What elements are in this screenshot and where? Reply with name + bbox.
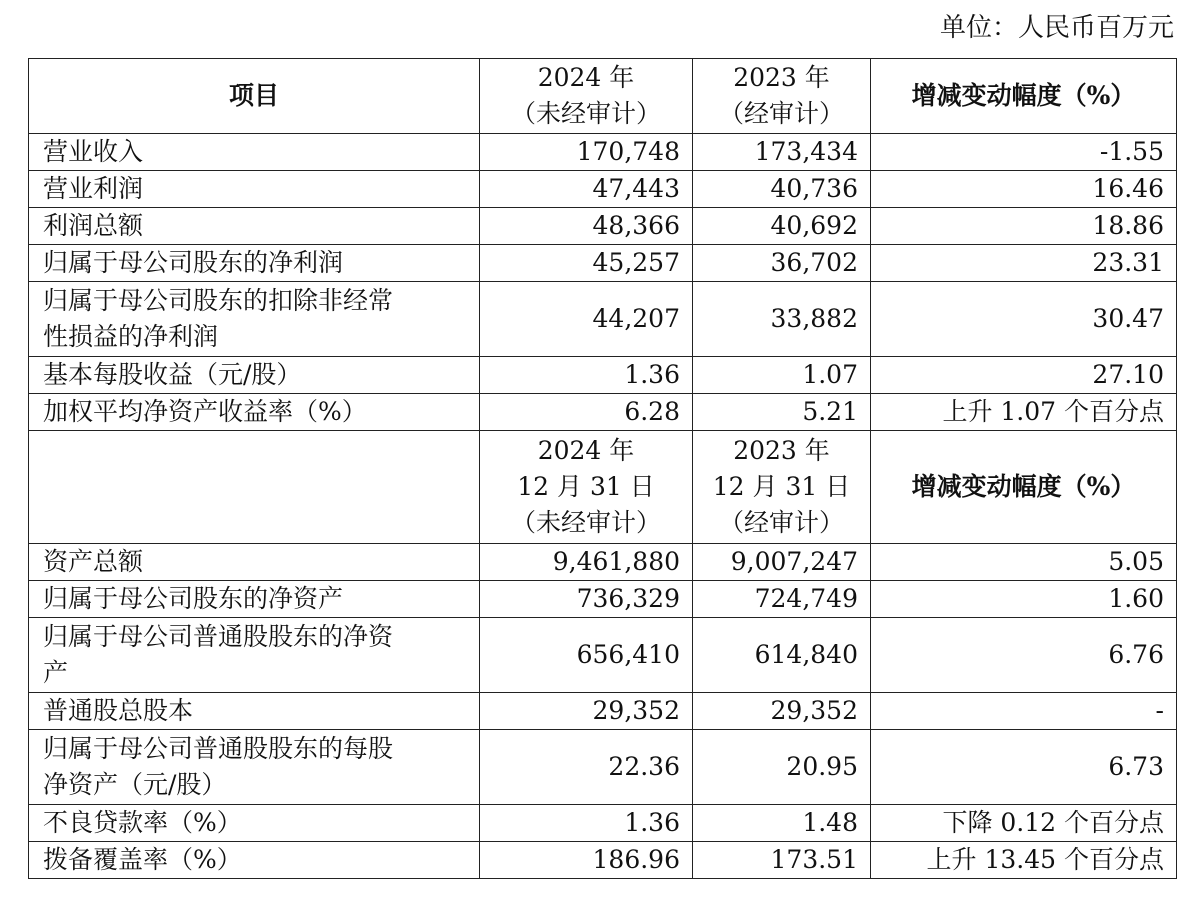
- row-value-2023: 29,352: [693, 693, 871, 730]
- row-item-line2: 性损益的净利润: [43, 322, 219, 351]
- row-item: 普通股总股本: [29, 693, 480, 730]
- row-change: 5.05: [871, 544, 1177, 581]
- row-item: [29, 730, 480, 805]
- row-value-2024: 47,443: [480, 171, 693, 208]
- row-value-2023: 173.51: [693, 842, 871, 879]
- row-value-2024: 22.36: [480, 730, 693, 805]
- table-row: [29, 357, 1177, 394]
- row-item: 加权平均净资产收益率（%）: [29, 394, 480, 431]
- row-value-2023: 9,007,247: [693, 544, 871, 581]
- row-item: 基本每股收益（元/股）: [29, 357, 480, 394]
- table-subheader-row: [29, 431, 1177, 544]
- row-value-2023: 724,749: [693, 581, 871, 618]
- table-row: [29, 544, 1177, 581]
- subheader-item-empty: [29, 431, 480, 544]
- row-change: 27.10: [871, 357, 1177, 394]
- header-2024-year: 2024 年: [537, 63, 635, 92]
- table-row: [29, 245, 1177, 282]
- header-2023: [693, 59, 871, 134]
- row-change: 下降 0.12 个百分点: [871, 805, 1177, 842]
- row-value-2023: 33,882: [693, 282, 871, 357]
- row-value-2023: 40,692: [693, 208, 871, 245]
- row-value-2023: 36,702: [693, 245, 871, 282]
- table-row: [29, 730, 1177, 805]
- row-value-2024: 170,748: [480, 134, 693, 171]
- row-change: 6.73: [871, 730, 1177, 805]
- row-value-2024: 29,352: [480, 693, 693, 730]
- row-change: -: [871, 693, 1177, 730]
- subheader-2023: [693, 431, 871, 544]
- table-row: [29, 693, 1177, 730]
- row-value-2024: 1.36: [480, 805, 693, 842]
- subheader-2024-date: 12 月 31 日: [517, 472, 655, 501]
- row-value-2024: 44,207: [480, 282, 693, 357]
- subheader-change: 增减变动幅度（%）: [871, 431, 1177, 544]
- row-value-2023: 1.07: [693, 357, 871, 394]
- subheader-2023-note: （经审计）: [718, 508, 844, 537]
- row-value-2024: 9,461,880: [480, 544, 693, 581]
- row-item-line1: 归属于母公司普通股股东的净资: [43, 622, 394, 651]
- row-item-line2: 产: [43, 658, 69, 687]
- header-2024-note: （未经审计）: [510, 99, 661, 128]
- row-change: 1.60: [871, 581, 1177, 618]
- row-item-line1: 归属于母公司股东的扣除非经常: [43, 286, 394, 315]
- subheader-2024-year: 2024 年: [537, 436, 635, 465]
- row-value-2024: 656,410: [480, 618, 693, 693]
- row-value-2024: 48,366: [480, 208, 693, 245]
- row-change: 6.76: [871, 618, 1177, 693]
- row-change: 30.47: [871, 282, 1177, 357]
- table-row: [29, 282, 1177, 357]
- row-change: -1.55: [871, 134, 1177, 171]
- row-item: 拨备覆盖率（%）: [29, 842, 480, 879]
- table-row: [29, 134, 1177, 171]
- unit-label: 单位：人民币百万元: [939, 13, 1174, 43]
- table-row: [29, 581, 1177, 618]
- header-2024: [480, 59, 693, 134]
- subheader-2023-date: 12 月 31 日: [712, 472, 851, 501]
- row-value-2024: 45,257: [480, 245, 693, 282]
- row-value-2024: 1.36: [480, 357, 693, 394]
- row-change: 上升 13.45 个百分点: [871, 842, 1177, 879]
- table-row: [29, 805, 1177, 842]
- row-item: 利润总额: [29, 208, 480, 245]
- row-item: [29, 618, 480, 693]
- header-2023-note: （经审计）: [718, 99, 844, 128]
- row-value-2024: 186.96: [480, 842, 693, 879]
- row-item: 不良贷款率（%）: [29, 805, 480, 842]
- row-value-2023: 173,434: [693, 134, 871, 171]
- row-item-line1: 归属于母公司普通股股东的每股: [43, 734, 394, 763]
- row-value-2023: 1.48: [693, 805, 871, 842]
- row-change: 18.86: [871, 208, 1177, 245]
- row-item-line2: 净资产（元/股）: [43, 770, 227, 799]
- subheader-2024: [480, 431, 693, 544]
- row-change: 23.31: [871, 245, 1177, 282]
- row-value-2024: 6.28: [480, 394, 693, 431]
- row-change: 16.46: [871, 171, 1177, 208]
- table-row: [29, 394, 1177, 431]
- row-item: 归属于母公司股东的净利润: [29, 245, 480, 282]
- subheader-2024-note: （未经审计）: [510, 508, 661, 537]
- table-row: [29, 171, 1177, 208]
- row-item: 归属于母公司股东的净资产: [29, 581, 480, 618]
- header-item: 项目: [29, 59, 480, 134]
- row-value-2023: 5.21: [693, 394, 871, 431]
- row-change: 上升 1.07 个百分点: [871, 394, 1177, 431]
- table-row: [29, 842, 1177, 879]
- financial-summary-table: [28, 58, 1177, 879]
- row-item: 营业收入: [29, 134, 480, 171]
- row-item: 营业利润: [29, 171, 480, 208]
- row-item: 资产总额: [29, 544, 480, 581]
- table-header-row: [29, 59, 1177, 134]
- row-value-2023: 614,840: [693, 618, 871, 693]
- table-row: [29, 618, 1177, 693]
- row-value-2024: 736,329: [480, 581, 693, 618]
- table-row: [29, 208, 1177, 245]
- row-value-2023: 20.95: [693, 730, 871, 805]
- subheader-2023-year: 2023 年: [733, 436, 830, 465]
- header-2023-year: 2023 年: [733, 63, 830, 92]
- row-value-2023: 40,736: [693, 171, 871, 208]
- header-change: 增减变动幅度（%）: [871, 59, 1177, 134]
- row-item: [29, 282, 480, 357]
